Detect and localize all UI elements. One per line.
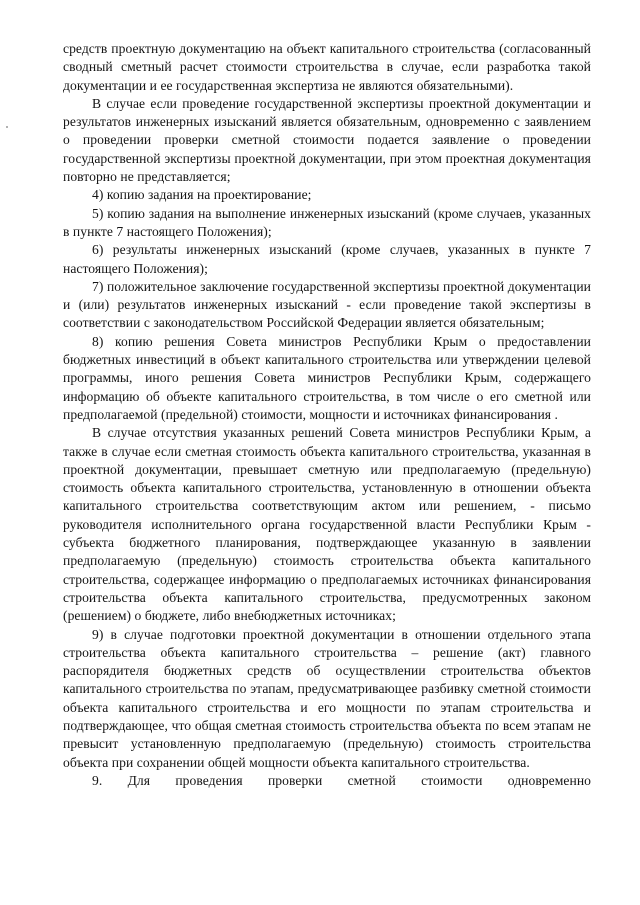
margin-dot-mark [6,126,8,128]
section-9-heading-line: 9. Для проведения проверки сметной стоимости одновременно [92,772,591,788]
list-item-8: 8) копию решения Совета министров Республики Крым о предоставлении бюджетных инвестиций в объект капитального строительства или утверждении целевой программы, иного решения Совета министров Республики Крым, содержащего информацию об объекте капитального строительства, в том числе о его сметной или предполагаемой (предельной) стоимости, мощности и источниках финансирования . [63,333,591,422]
paragraph-2: В случае если проведение государственной экспертизы проектной документации и результатов инженерных изысканий является обязательным, одновременно с заявлением о проведении проверки сметной стоимости подается заявление о проведении государственной экспертизы проектной документации, при этом проектная документация повторно не представляется; [63,95,591,185]
list-item-4: 4) копию задания на проектирование; [92,187,312,203]
document-page [63,40,591,790]
paragraph-1: средств проектную документацию на объект капитального строительства (согласованный сводный сметный расчет стоимости строительства в случае, если разработка такой документации и ее государственная экспертиза не являются обязательными). [63,41,591,93]
list-item-7: 7) положительное заключение государственной экспертизы проектной документации и (или) результатов инженерных изысканий - если проведение такой экспертизы в соответствии с законодательством Российской Федерации является обязательным; [63,278,591,331]
list-item-5: 5) копию задания на выполнение инженерных изысканий (кроме случаев, указанных в пункте 7 настоящего Положения); [63,205,591,239]
paragraph-absence-of-decisions: В случае отсутствия указанных решений Совета министров Республики Крым, а также в случае если сметная стоимость объекта капитального строительства, указанная в проектной документации, превышает сметную или предполагаемую (предельную) стоимость объекта капитального строительства, установленную в отношении объекта капитального строительства соответствующим актом или решением, - письмо руководителя исполнительного органа государственной власти Республики Крым - субъекта бюджетного планирования, подтверждающее указанную в заявлении предполагаемую (предельную) стоимость строительства объекта капитального строительства, содержащее информацию о предполагаемых источниках финансирования строительства объекта капитального строительства, предусмотренных законом (решением) о бюджете, либо внебюджетных источниках; [63,425,591,624]
list-item-9: 9) в случае подготовки проектной документации в отношении отдельного этапа строительства объекта капитального строительства – решение (акт) главного распорядителя бюджетных средств об осуществлении строительства объектов капитального строительства по этапам, предусматривающее разбивку сметной стоимости объекта капитального строительства и его мощности по этапам строительства и подтверждающее, что общая сметная стоимость строительства объекта по всем этапам не превысит установленную предполагаемую (предельную) стоимость строительства объекта при сохранении общей мощности объекта капитального строительства. [63,626,591,770]
list-item-6: 6) результаты инженерных изысканий (кроме случаев, указанных в пункте 7 настоящего Положения); [63,242,591,276]
